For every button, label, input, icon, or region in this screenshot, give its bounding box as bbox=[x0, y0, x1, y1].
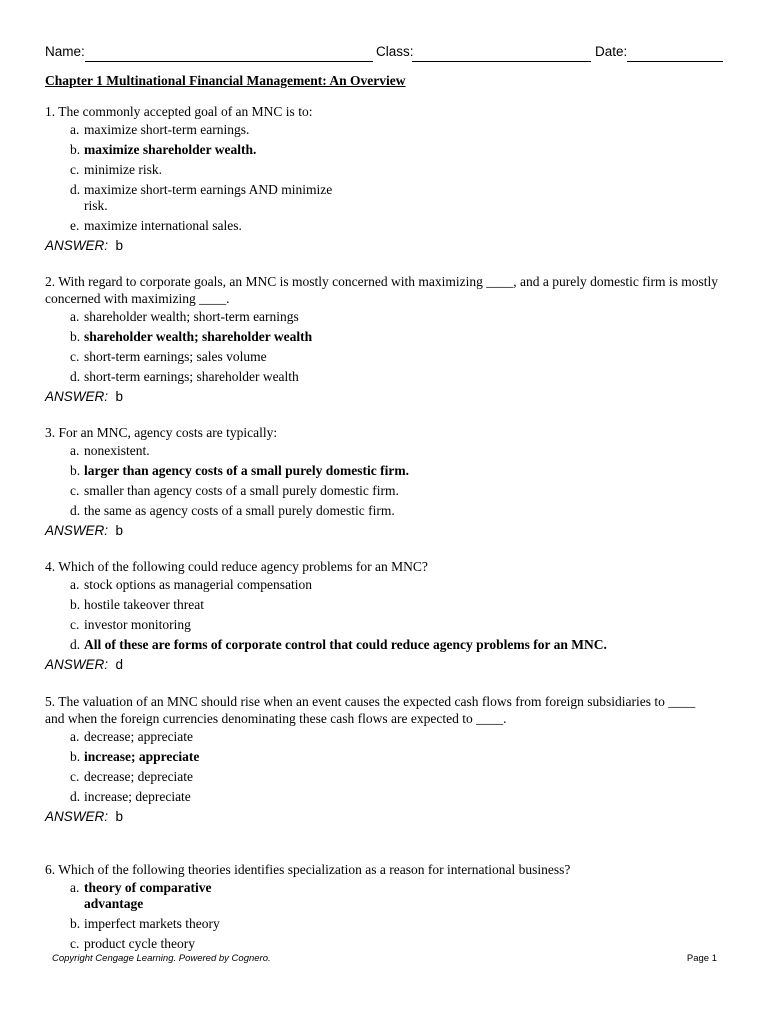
date-blank-line bbox=[627, 61, 723, 62]
page-footer bbox=[52, 953, 717, 967]
option-text: decrease; appreciate bbox=[84, 729, 194, 744]
option-letter: b. bbox=[70, 142, 81, 157]
option-letter: a. bbox=[70, 577, 80, 592]
option-letter: b. bbox=[70, 597, 81, 612]
option-text: imperfect markets theory bbox=[84, 916, 220, 931]
question-stem: 3. For an MNC, agency costs are typically: bbox=[45, 425, 278, 440]
option-text: the same as agency costs of a small purely domestic firm. bbox=[84, 503, 395, 518]
option-text: short-term earnings; sales volume bbox=[84, 349, 267, 364]
answer-value: b bbox=[115, 238, 124, 253]
option-c bbox=[70, 483, 725, 499]
option-text: nonexistent. bbox=[84, 443, 150, 458]
option-letter: b. bbox=[70, 329, 81, 344]
option-letter: e. bbox=[70, 218, 80, 233]
option-text: maximize short-term earnings. bbox=[84, 122, 250, 137]
option-letter: a. bbox=[70, 309, 80, 324]
option-a-correct bbox=[70, 880, 725, 912]
option-text: short-term earnings; shareholder wealth bbox=[84, 369, 299, 384]
option-text: stock options as managerial compensation bbox=[84, 577, 312, 592]
option-text: increase; depreciate bbox=[84, 789, 191, 804]
question-stem: 1. The commonly accepted goal of an MNC is to: bbox=[45, 104, 313, 119]
option-c bbox=[70, 349, 725, 365]
option-a bbox=[70, 309, 725, 325]
answer-options bbox=[45, 577, 725, 653]
option-a bbox=[70, 577, 725, 593]
option-text: decrease; depreciate bbox=[84, 769, 194, 784]
name-label: Name: bbox=[45, 44, 85, 59]
option-d bbox=[70, 369, 725, 385]
answer-key bbox=[45, 523, 725, 539]
option-letter: d. bbox=[70, 369, 81, 384]
option-letter: a. bbox=[70, 443, 80, 458]
option-text: increase; appreciate bbox=[84, 749, 200, 764]
question-1 bbox=[45, 103, 725, 254]
option-text: theory of comparative advantage bbox=[84, 880, 212, 911]
option-text: maximize short-term earnings AND minimize risk. bbox=[84, 182, 333, 213]
option-letter: a. bbox=[70, 880, 80, 895]
question-2 bbox=[45, 273, 725, 405]
name-blank-line bbox=[85, 61, 373, 62]
option-text: smaller than agency costs of a small purely domestic firm. bbox=[84, 483, 399, 498]
question-stem: 2. With regard to corporate goals, an MNC is mostly concerned with maximizing ____, and a purely domestic firm is mostly concerned with maximizing ____. bbox=[45, 274, 718, 306]
answer-options bbox=[45, 122, 725, 234]
question-4 bbox=[45, 558, 725, 673]
option-text: shareholder wealth; short-term earnings bbox=[84, 309, 299, 324]
question-stem: 4. Which of the following could reduce agency problems for an MNC? bbox=[45, 559, 428, 574]
option-b-correct bbox=[70, 463, 725, 479]
option-d bbox=[70, 503, 725, 519]
answer-label: ANSWER: bbox=[45, 389, 109, 404]
option-text: minimize risk. bbox=[84, 162, 162, 177]
option-text: larger than agency costs of a small purely domestic firm. bbox=[84, 463, 409, 478]
option-d-correct bbox=[70, 637, 725, 653]
page-number: Page 1 bbox=[686, 953, 717, 964]
answer-label: ANSWER: bbox=[45, 809, 109, 824]
answer-options bbox=[45, 880, 725, 952]
option-c bbox=[70, 936, 725, 952]
option-b bbox=[70, 916, 725, 932]
option-a bbox=[70, 443, 725, 459]
option-letter: c. bbox=[70, 936, 80, 951]
option-letter: c. bbox=[70, 162, 80, 177]
answer-label: ANSWER: bbox=[45, 657, 109, 672]
option-c bbox=[70, 769, 725, 785]
option-text: shareholder wealth; shareholder wealth bbox=[84, 329, 313, 344]
option-letter: a. bbox=[70, 122, 80, 137]
option-e bbox=[70, 218, 725, 234]
answer-value: d bbox=[115, 657, 124, 672]
answer-value: b bbox=[115, 389, 124, 404]
answer-value: b bbox=[115, 809, 124, 824]
question-3 bbox=[45, 424, 725, 539]
option-text: product cycle theory bbox=[84, 936, 195, 951]
option-text: investor monitoring bbox=[84, 617, 191, 632]
question-stem: 5. The valuation of an MNC should rise when an event causes the expected cash flows from foreign subsidiaries to ____ and when the foreign currencies denominating these cash flows are expected to ____. bbox=[45, 694, 696, 726]
option-letter: d. bbox=[70, 503, 81, 518]
option-letter: d. bbox=[70, 789, 81, 804]
question-6 bbox=[45, 861, 725, 956]
answer-key bbox=[45, 389, 725, 405]
option-letter: c. bbox=[70, 617, 80, 632]
option-text: maximize shareholder wealth. bbox=[84, 142, 257, 157]
option-letter: d. bbox=[70, 637, 81, 652]
class-label: Class: bbox=[376, 44, 414, 59]
question-5 bbox=[45, 693, 725, 825]
option-letter: b. bbox=[70, 749, 81, 764]
option-d bbox=[70, 182, 725, 214]
answer-label: ANSWER: bbox=[45, 523, 109, 538]
option-b-correct bbox=[70, 142, 725, 158]
answer-value: b bbox=[115, 523, 124, 538]
option-a bbox=[70, 122, 725, 138]
option-letter: b. bbox=[70, 916, 81, 931]
answer-options bbox=[45, 443, 725, 519]
option-letter: a. bbox=[70, 729, 80, 744]
answer-key bbox=[45, 657, 725, 673]
option-letter: d. bbox=[70, 182, 81, 197]
answer-key bbox=[45, 809, 725, 825]
date-label: Date: bbox=[595, 44, 628, 59]
question-stem: 6. Which of the following theories identifies specialization as a reason for international business? bbox=[45, 862, 571, 877]
option-b bbox=[70, 597, 725, 613]
answer-key bbox=[45, 238, 725, 254]
option-c bbox=[70, 162, 725, 178]
answer-options bbox=[45, 309, 725, 385]
class-blank-line bbox=[412, 61, 591, 62]
copyright-text: Copyright Cengage Learning. Powered by Cognero. bbox=[52, 953, 271, 964]
student-info-header bbox=[45, 44, 725, 64]
option-d bbox=[70, 789, 725, 805]
answer-options bbox=[45, 729, 725, 805]
option-text: All of these are forms of corporate control that could reduce agency problems for an MNC. bbox=[84, 637, 607, 652]
option-letter: c. bbox=[70, 769, 80, 784]
option-letter: c. bbox=[70, 349, 80, 364]
option-text: hostile takeover threat bbox=[84, 597, 204, 612]
chapter-title: Chapter 1 Multinational Financial Management: An Overview bbox=[45, 73, 406, 88]
option-b-correct bbox=[70, 329, 725, 345]
answer-label: ANSWER: bbox=[45, 238, 109, 253]
option-b-correct bbox=[70, 749, 725, 765]
option-letter: b. bbox=[70, 463, 81, 478]
option-letter: c. bbox=[70, 483, 80, 498]
option-a bbox=[70, 729, 725, 745]
option-c bbox=[70, 617, 725, 633]
option-text: maximize international sales. bbox=[84, 218, 242, 233]
